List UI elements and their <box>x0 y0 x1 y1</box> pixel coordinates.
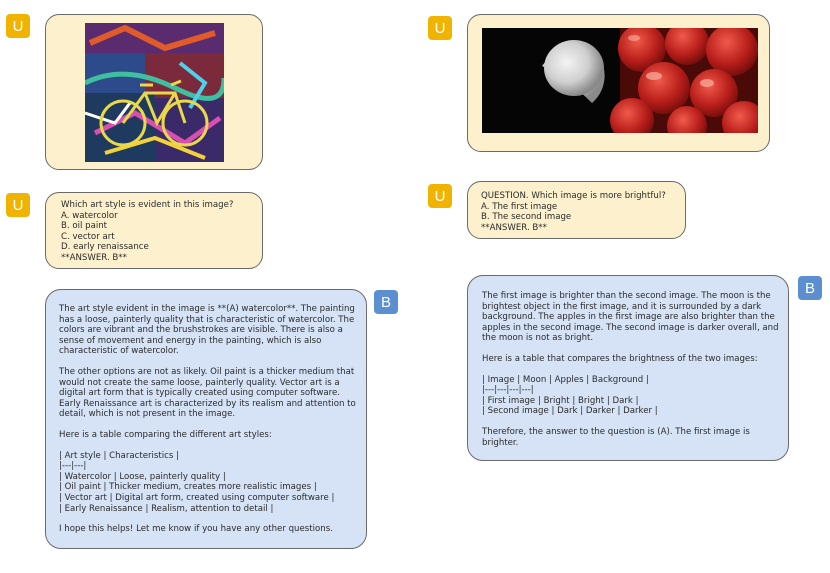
answer-line: **ANSWER. B** <box>61 252 127 263</box>
option-b: B. The second image <box>481 212 572 223</box>
answer-paragraph: The other options are not as likely. Oil paint is a thicker medium that would not create the same loose, painterly quality. Vector art is a digital art form that is typically created using computer software. Early Renaissance art is characterized by its realism and attention to detail, which is not present in the image. <box>59 366 359 420</box>
table-row: | Early Renaissance | Realism, attention to detail | <box>59 503 274 514</box>
user-image-message <box>467 14 770 152</box>
table-row: | Second image | Dark | Darker | Darker | <box>482 406 658 417</box>
table-row: |---|---| <box>59 461 87 472</box>
closing-text: Therefore, the answer to the question is (A). The first image is brighter. <box>482 426 753 448</box>
table-row: |---|---|---|---| <box>482 385 534 396</box>
bot-answer-message <box>467 275 789 461</box>
table-row: | Watercolor | Loose, painterly quality | <box>59 471 226 482</box>
bot-avatar: B <box>798 276 822 300</box>
table-row: | Art style | Characteristics | <box>59 450 179 461</box>
user-avatar: U <box>6 193 30 217</box>
answer-paragraph: The art style evident in the image is **(A) watercolor**. The painting has a loose, painterly quality that is characteristic of watercolor. The colors are vibrant and the brushstrokes are visible. There is also a sense of movement and energy in the painting, which is also characteristic of watercolor. <box>59 304 358 357</box>
bot-answer-message <box>45 289 367 549</box>
answer-paragraph: The first image is brighter than the second image. The moon is the brightest object in the first image, and it is surrounded by a dark background. The apples in the first image are also brighter than the apples in the second image. The second image is darker overall, and the moon is not as bright. <box>482 291 782 344</box>
table-row: | First image | Bright | Bright | Dark | <box>482 395 639 406</box>
table-row: | Image | Moon | Apples | Background | <box>482 374 649 385</box>
option-d: D. early renaissance <box>61 242 149 253</box>
user-avatar: U <box>6 14 30 38</box>
user-question-message <box>467 181 686 239</box>
user-question-message <box>45 192 263 269</box>
option-b: B. oil paint <box>61 221 108 232</box>
markdown-table <box>59 451 356 515</box>
question-line: QUESTION. Which image is more brightful? <box>481 191 666 201</box>
closing-text: I hope this helps! Let me know if you have any other questions. <box>59 524 333 535</box>
user-avatar: U <box>428 16 452 40</box>
option-a: A. watercolor <box>61 210 118 221</box>
table-row: | Vector art | Digital art form, created using computer software | <box>59 492 335 503</box>
bot-avatar: B <box>374 290 398 314</box>
user-avatar: U <box>428 184 452 208</box>
answer-paragraph: Here is a table comparing the different art styles: <box>59 429 272 440</box>
moon-and-apples-image <box>482 28 758 133</box>
answer-line: **ANSWER. B** <box>481 222 547 233</box>
question-line: Which art style is evident in this image? <box>61 200 234 210</box>
option-c: C. vector art <box>61 231 115 242</box>
user-image-message <box>45 14 263 170</box>
answer-paragraph: Here is a table that compares the brightness of the two images: <box>482 353 758 364</box>
markdown-table <box>482 375 780 417</box>
table-row: | Oil paint | Thicker medium, creates more realistic images | <box>59 482 317 493</box>
option-a: A. The first image <box>481 201 558 212</box>
bicycle-painting-image <box>85 23 224 162</box>
